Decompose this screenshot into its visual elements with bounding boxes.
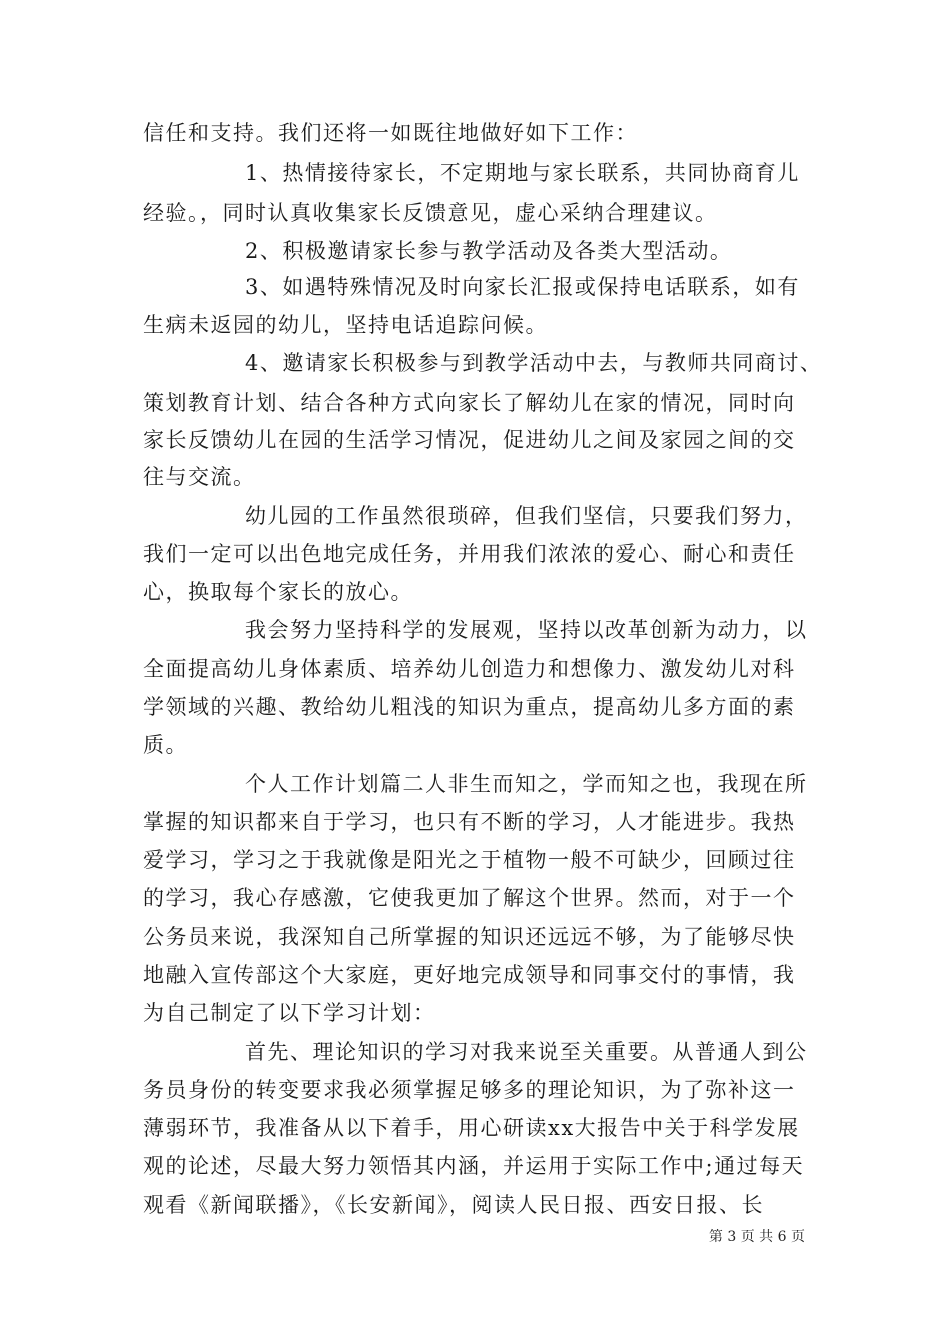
text-line: 的学习，我心存感激，它使我更加了解这个世界。然而，对于一个 [143, 886, 796, 910]
text-line: 个人工作计划篇二人非生而知之，学而知之也，我现在所 [245, 772, 808, 796]
text-line: 生病未返园的幼儿，坚持电话追踪问候。 [143, 313, 548, 337]
text-line: 务员身份的转变要求我必须掌握足够多的理论知识，为了弥补这一 [143, 1078, 796, 1102]
text-line: 质。 [143, 733, 188, 757]
text-line: 学领域的兴趣、教给幼儿粗浅的知识为重点，提高幼儿多方面的素 [143, 695, 796, 719]
text-line: 往与交流。 [143, 465, 256, 489]
text-line: 观看《新闻联播》，《长安新闻》，阅读人民日报、西安日报、长 [143, 1193, 764, 1217]
text-line: 2、积极邀请家长参与教学活动及各类大型活动。 [245, 239, 733, 263]
text-line: 观的论述，尽最大努力领悟其内涵，并运用于实际工作中;通过每天 [143, 1154, 805, 1178]
page-number-footer: 第 3 页 共 6 页 [708, 1229, 805, 1245]
text-line: 4、邀请家长积极参与到教学活动中去，与教师共同商讨、 [245, 351, 823, 375]
text-line: 信任和支持。我们还将一如既往地做好如下工作： [143, 121, 638, 145]
text-line: 爱学习，学习之于我就像是阳光之于植物一般不可缺少，回顾过往 [143, 848, 796, 872]
text-line: 公务员来说，我深知自己所掌握的知识还远远不够，为了能够尽快 [143, 925, 796, 949]
text-line: 薄弱环节，我准备从以下着手，用心研读xx大报告中关于科学发展 [143, 1116, 800, 1140]
text-line: 家长反馈幼儿在园的生活学习情况，促进幼儿之间及家园之间的交 [143, 428, 796, 452]
text-line: 全面提高幼儿身体素质、培养幼儿创造力和想像力、激发幼儿对科 [143, 657, 796, 681]
text-line: 1、热情接待家长，不定期地与家长联系，共同协商育儿 [245, 161, 800, 185]
text-line: 心，换取每个家长的放心。 [143, 580, 413, 604]
text-line: 掌握的知识都来自于学习，也只有不断的学习，人才能进步。我热 [143, 810, 796, 834]
text-line: 我会努力坚持科学的发展观，坚持以改革创新为动力，以 [245, 618, 808, 642]
text-line: 首先、理论知识的学习对我来说至关重要。从普通人到公 [245, 1040, 808, 1064]
text-line: 经验。，同时认真收集家长反馈意见，虚心采纳合理建议。 [143, 201, 718, 225]
text-line: 3、如遇特殊情况及时向家长汇报或保持电话联系，如有 [245, 275, 800, 299]
text-line: 幼儿园的工作虽然很琐碎，但我们坚信，只要我们努力， [245, 504, 808, 528]
text-line: 我们一定可以出色地完成任务，并用我们浓浓的爱心、耐心和责任 [143, 542, 796, 566]
text-line: 策划教育计划、结合各种方式向家长了解幼儿在家的情况，同时向 [143, 391, 796, 415]
text-line: 地融入宣传部这个大家庭，更好地完成领导和同事交付的事情，我 [143, 963, 796, 987]
text-line: 为自己制定了以下学习计划： [143, 1001, 436, 1025]
